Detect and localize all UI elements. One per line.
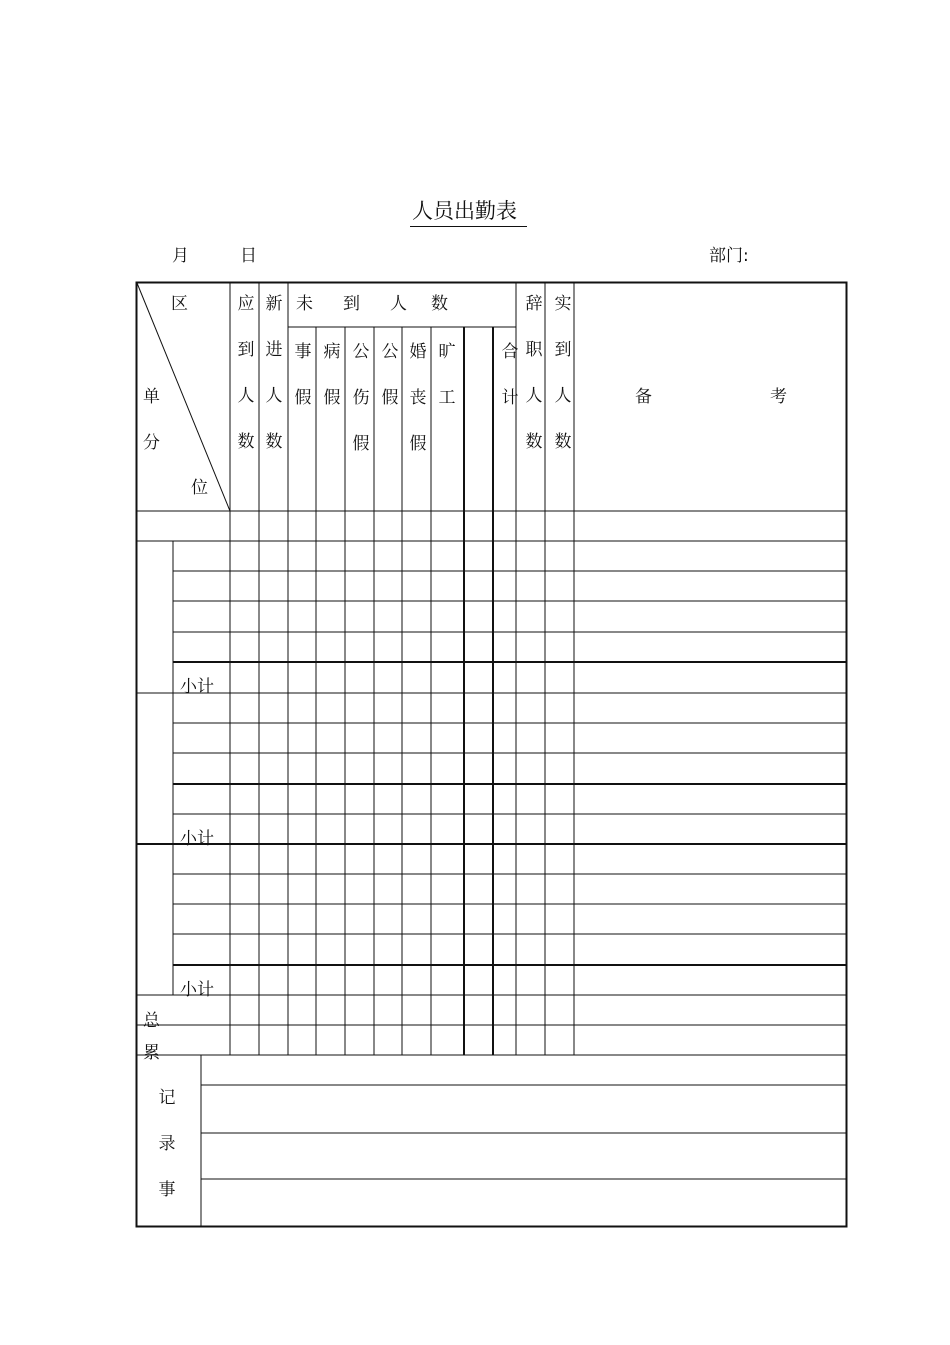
col-remarks-a: 备 [635,387,652,407]
corner-label-bottom: 位 [191,478,208,498]
cumulative-label: 累 [143,1043,160,1063]
department-label: 部门: [709,246,749,266]
col-absent-group-1: 未 [296,294,313,314]
col-remarks-b: 考 [770,387,787,407]
grand-total-label: 总 [143,1011,160,1031]
subtotal-label-2: 小计 [180,829,214,849]
subtotal-label-1: 小计 [180,677,214,697]
attendance-sheet: 人员出勤表 月 日 部门: 区 单 分 位 应 到 人 数 新 进 人 数 未 到 人 数 事 假 病 假 公 伤 假 公 假 婚 丧 假 旷 工 合 计 辞 职 人 数 实 到 人 数 备 考 小计 小计 小计 总 累 记 录 事 [0,0,950,1345]
col-absent-group-2: 到 [343,294,360,314]
page-title: 人员出勤表 [410,198,527,227]
col-absent-group-4: 数 [431,294,448,314]
col-absent-group-3: 人 [390,294,407,314]
date-day: 日 [240,246,257,266]
corner-label-left: 单 [143,387,160,407]
corner-label-top: 区 [171,294,188,314]
corner-label-mid: 分 [143,433,160,453]
subtotal-label-3: 小计 [180,980,214,1000]
date-month: 月 [172,246,189,266]
